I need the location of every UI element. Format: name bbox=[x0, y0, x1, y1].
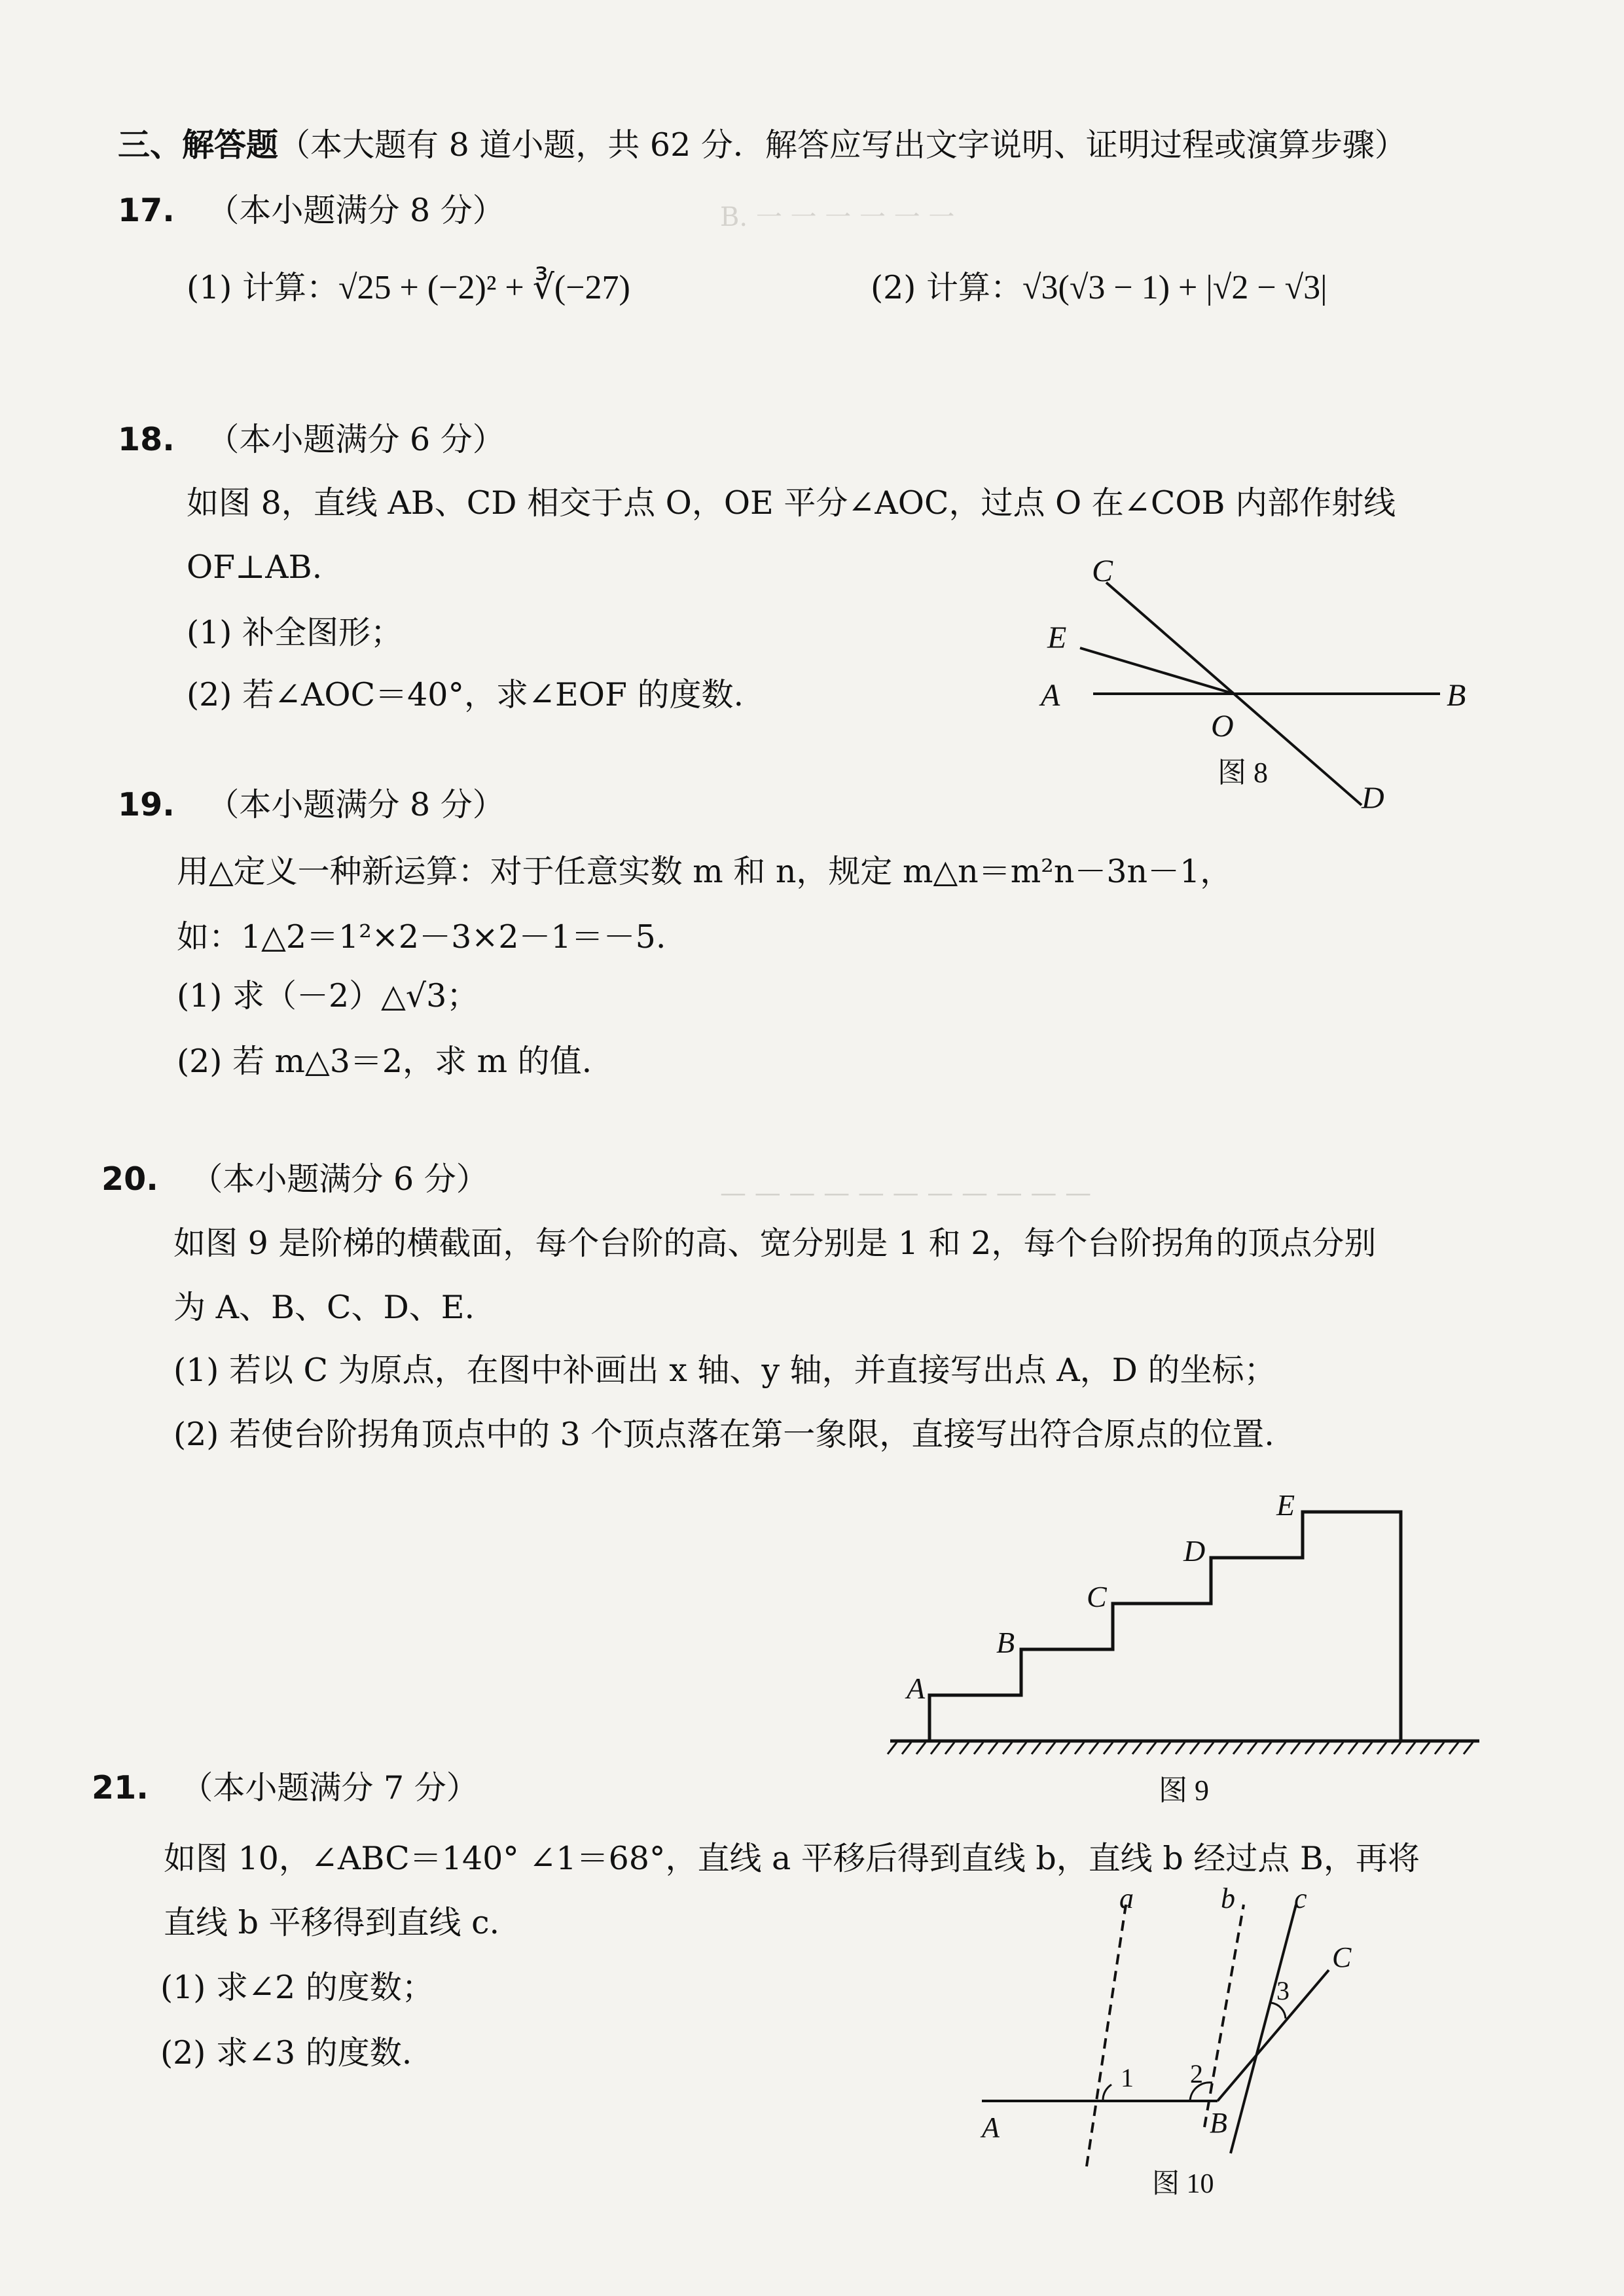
label-point-b: B bbox=[1210, 2107, 1227, 2139]
figure-8 bbox=[1021, 550, 1492, 825]
hatch-mark bbox=[902, 1742, 911, 1754]
label-d: D bbox=[1183, 1534, 1206, 1568]
label-o: O bbox=[1211, 709, 1234, 744]
hatch-mark bbox=[974, 1742, 983, 1754]
q18-line2: OF⊥AB. bbox=[187, 548, 323, 586]
hatch-mark bbox=[1449, 1742, 1458, 1754]
label-b: B bbox=[1447, 678, 1466, 713]
q17-number: 17. bbox=[118, 192, 175, 229]
q18-part2: (2) 若∠AOC＝40°，求∠EOF 的度数. bbox=[187, 676, 744, 713]
hatch-mark bbox=[1147, 1742, 1156, 1754]
label-angle-2: 2 bbox=[1190, 2059, 1203, 2089]
hatch-mark bbox=[1104, 1742, 1113, 1754]
hatch-mark bbox=[988, 1742, 998, 1754]
label-c: C bbox=[1087, 1580, 1107, 1613]
hatch-mark bbox=[1262, 1742, 1271, 1754]
figure-9 bbox=[871, 1473, 1492, 1813]
figure-9-caption: 图 9 bbox=[1159, 1774, 1209, 1806]
label-angle-3: 3 bbox=[1276, 1976, 1290, 2005]
ground-hatching bbox=[888, 1742, 1473, 1754]
q17-part2-expression: √3(√3 − 1) + |√2 − √3| bbox=[1022, 269, 1327, 306]
hatch-mark bbox=[1190, 1742, 1199, 1754]
label-line-a: a bbox=[1119, 1882, 1134, 1914]
q18-number: 18. bbox=[118, 421, 175, 458]
hatch-mark bbox=[1075, 1742, 1084, 1754]
section-desc: （本大题有 8 道小题，共 62 分．解答应写出文字说明、证明过程或演算步骤） bbox=[278, 126, 1407, 164]
q21-line1: 如图 10，∠ABC＝140° ∠1＝68°，直线 a 平移后得到直线 b，直线 b 经过点 B，再将 bbox=[164, 1840, 1420, 1877]
q19-number: 19. bbox=[118, 786, 175, 823]
label-d: D bbox=[1362, 781, 1384, 816]
line-a bbox=[1087, 1905, 1126, 2166]
label-a: A bbox=[907, 1672, 926, 1705]
hatch-mark bbox=[1060, 1742, 1070, 1754]
line-c bbox=[1231, 1905, 1296, 2153]
hatch-mark bbox=[1392, 1742, 1401, 1754]
q17-part1 bbox=[187, 267, 630, 309]
section-title: 三、解答题 bbox=[118, 126, 279, 164]
q20-line1: 如图 9 是阶梯的横截面，每个台阶的高、宽分别是 1 和 2，每个台阶拐角的顶点分别 bbox=[173, 1225, 1377, 1262]
q18-score: （本小题满分 6 分） bbox=[207, 421, 505, 458]
q17-part2 bbox=[871, 267, 1327, 309]
q19-part2: (2) 若 m△3＝2，求 m 的值. bbox=[177, 1043, 592, 1080]
q19-line2: 如：1△2＝1²×2－3×2－1＝－5. bbox=[177, 918, 666, 956]
figure-8-caption: 图 8 bbox=[1218, 757, 1268, 789]
hatch-mark bbox=[1176, 1742, 1185, 1754]
hatch-mark bbox=[1089, 1742, 1098, 1754]
hatch-mark bbox=[1377, 1742, 1386, 1754]
section-header bbox=[118, 124, 1407, 166]
label-e: E bbox=[1276, 1488, 1295, 1522]
hatch-mark bbox=[1032, 1742, 1041, 1754]
hatch-mark bbox=[1248, 1742, 1257, 1754]
hatch-mark bbox=[1363, 1742, 1372, 1754]
label-e: E bbox=[1047, 620, 1067, 655]
label-b: B bbox=[996, 1626, 1015, 1659]
q19-part1: (1) 求（－2）△√3； bbox=[177, 977, 479, 1014]
bleed-through: B. 一 一 一 一 一 一 bbox=[720, 202, 955, 232]
label-angle-1: 1 bbox=[1121, 2063, 1134, 2092]
label-point-c: C bbox=[1332, 1941, 1352, 1973]
q20-part2: (2) 若使台阶拐角顶点中的 3 个顶点落在第一象限，直接写出符合原点的位置. bbox=[173, 1416, 1274, 1453]
hatch-mark bbox=[1233, 1742, 1242, 1754]
q17-part1-label: (1) 计算： bbox=[187, 269, 338, 306]
label-c: C bbox=[1092, 554, 1113, 588]
hatch-mark bbox=[1219, 1742, 1228, 1754]
hatch-mark bbox=[888, 1742, 897, 1754]
q20-number: 20. bbox=[101, 1160, 158, 1198]
q20-score: （本小题满分 6 分） bbox=[190, 1160, 488, 1198]
label-line-b: b bbox=[1221, 1882, 1235, 1914]
q21-part1: (1) 求∠2 的度数； bbox=[160, 1969, 434, 2006]
q19-line1: 用△定义一种新运算：对于任意实数 m 和 n，规定 m△n＝m²n－3n－1， bbox=[177, 853, 1233, 890]
hatch-mark bbox=[1406, 1742, 1415, 1754]
ray-oe bbox=[1080, 648, 1234, 694]
figure-10-caption: 图 10 bbox=[1152, 2169, 1214, 2199]
hatch-mark bbox=[931, 1742, 940, 1754]
hatch-mark bbox=[1118, 1742, 1127, 1754]
hatch-mark bbox=[1435, 1742, 1444, 1754]
q17-part2-label: (2) 计算： bbox=[871, 269, 1022, 306]
q17-header bbox=[118, 190, 505, 232]
hatch-mark bbox=[1161, 1742, 1170, 1754]
hatch-mark bbox=[1017, 1742, 1026, 1754]
q21-number: 21. bbox=[92, 1769, 149, 1806]
label-line-c: c bbox=[1294, 1882, 1307, 1914]
label-point-a: A bbox=[982, 2111, 1000, 2144]
q18-line1: 如图 8，直线 AB、CD 相交于点 O，OE 平分∠AOC，过点 O 在∠COB 内部作射线 bbox=[187, 484, 1396, 522]
q21-line2: 直线 b 平移得到直线 c. bbox=[164, 1904, 500, 1941]
q19-header bbox=[118, 784, 505, 826]
q20-header bbox=[101, 1158, 488, 1200]
hatch-mark bbox=[1420, 1742, 1430, 1754]
q18-header bbox=[118, 419, 505, 461]
q17-part1-expression: √25 + (−2)² + ∛(−27) bbox=[338, 269, 630, 306]
hatch-mark bbox=[1291, 1742, 1300, 1754]
q20-line2: 为 A、B、C、D、E. bbox=[173, 1289, 475, 1326]
figure-10 bbox=[969, 1878, 1479, 2206]
q17-score: （本小题满分 8 分） bbox=[207, 192, 505, 229]
hatch-mark bbox=[1046, 1742, 1055, 1754]
hatch-mark bbox=[1348, 1742, 1358, 1754]
angle-1-arc bbox=[1103, 2085, 1111, 2101]
hatch-mark bbox=[1204, 1742, 1214, 1754]
hatch-mark bbox=[945, 1742, 954, 1754]
hatch-mark bbox=[1320, 1742, 1329, 1754]
hatch-mark bbox=[1003, 1742, 1012, 1754]
hatch-mark bbox=[1334, 1742, 1343, 1754]
hatch-mark bbox=[916, 1742, 926, 1754]
hatch-mark bbox=[1132, 1742, 1142, 1754]
q20-part1: (1) 若以 C 为原点，在图中补画出 x 轴、y 轴，并直接写出点 A，D 的坐标； bbox=[173, 1352, 1276, 1389]
q19-score: （本小题满分 8 分） bbox=[207, 786, 505, 823]
q21-score: （本小题满分 7 分） bbox=[181, 1769, 478, 1806]
q21-part2: (2) 求∠3 的度数. bbox=[160, 2034, 412, 2072]
hatch-mark bbox=[1305, 1742, 1314, 1754]
q18-part1: (1) 补全图形； bbox=[187, 614, 403, 651]
hatch-mark bbox=[960, 1742, 969, 1754]
hatch-mark bbox=[1276, 1742, 1286, 1754]
bleed-through: — — — — — — — — — — — bbox=[720, 1178, 1092, 1208]
q21-header bbox=[92, 1767, 478, 1809]
label-a: A bbox=[1041, 678, 1060, 713]
hatch-mark bbox=[1464, 1742, 1473, 1754]
